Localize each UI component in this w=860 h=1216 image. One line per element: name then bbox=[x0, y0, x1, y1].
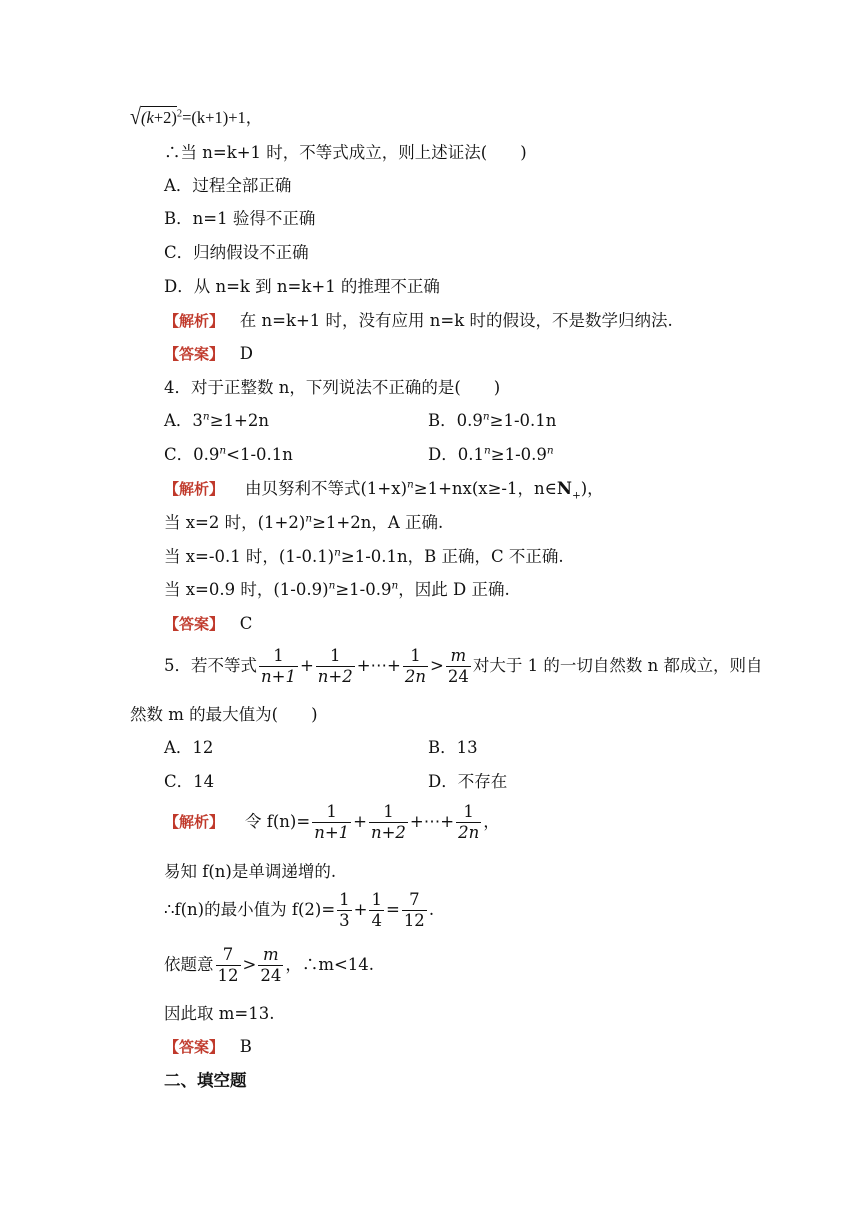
an2a: 当 x=2 时，(1+2) bbox=[164, 513, 306, 532]
a4: 依题意 bbox=[164, 955, 214, 974]
denominator: 12 bbox=[403, 911, 425, 930]
q5-answer bbox=[164, 1036, 252, 1058]
op: + bbox=[353, 900, 368, 919]
op: +⋯+ bbox=[409, 812, 455, 831]
analysis-tag: 【解析】 bbox=[164, 312, 225, 330]
q4-option-d bbox=[428, 444, 554, 466]
q4-option-c bbox=[164, 444, 293, 466]
an4b: n bbox=[328, 579, 336, 592]
numerator: 1 bbox=[371, 890, 382, 909]
answer-tag: 【答案】 bbox=[164, 615, 225, 633]
opt-d-1: D．0.1 bbox=[428, 445, 484, 464]
an4e: ，因此 D 正确. bbox=[398, 580, 510, 599]
q5-analysis bbox=[164, 802, 500, 843]
q3-analysis bbox=[164, 310, 673, 332]
q3-stem: ∴当 n=k+1 时，不等式成立，则上述证法( ) bbox=[164, 143, 527, 162]
a1e: ， bbox=[483, 812, 500, 831]
opt-a-1: A．3 bbox=[164, 411, 203, 430]
q5-analysis-line4 bbox=[164, 945, 374, 986]
q4-analysis-line2 bbox=[164, 512, 443, 534]
fraction bbox=[446, 646, 471, 687]
fraction bbox=[258, 945, 283, 986]
opt-c-exp: n bbox=[219, 444, 227, 457]
fraction bbox=[456, 802, 481, 843]
op: + bbox=[299, 656, 314, 675]
fraction bbox=[216, 945, 241, 986]
numerator: 1 bbox=[369, 802, 408, 823]
denominator: n+2 bbox=[370, 823, 406, 842]
opt-b-3: ≥1-0.1n bbox=[489, 411, 557, 430]
q5-option-c: C．14 bbox=[164, 772, 215, 791]
denominator: n+1 bbox=[261, 667, 296, 686]
sqrt-rhs: =(k+1)+1， bbox=[182, 108, 263, 127]
fraction bbox=[312, 802, 351, 843]
q4-answer bbox=[164, 613, 252, 635]
answer-value: B bbox=[239, 1037, 252, 1056]
sqrt-content-a: (k bbox=[140, 108, 154, 127]
numerator: 1 bbox=[259, 646, 298, 667]
opt-d-exp: n bbox=[483, 444, 491, 457]
q5-stem bbox=[164, 646, 762, 687]
an1e: + bbox=[571, 489, 581, 502]
q4-analysis-line3 bbox=[164, 546, 564, 568]
q4-stem: 4．对于正整数 n，下列说法不正确的是( ) bbox=[164, 378, 501, 397]
numerator: 1 bbox=[316, 646, 355, 667]
q3-option-b: B．n=1 验得不正确 bbox=[164, 209, 316, 228]
numerator: 1 bbox=[312, 802, 351, 823]
numerator: m bbox=[258, 945, 283, 966]
an2b: n bbox=[305, 512, 313, 525]
an1c: ≥1+nx(x≥-1，n∈ bbox=[413, 479, 557, 498]
an1f: )， bbox=[580, 479, 604, 498]
numerator: 7 bbox=[216, 945, 241, 966]
op: = bbox=[385, 900, 400, 919]
numerator: 1 bbox=[339, 890, 350, 909]
answer-tag: 【答案】 bbox=[164, 345, 225, 363]
numerator: 7 bbox=[402, 890, 427, 911]
opt-c-1: C．0.9 bbox=[164, 445, 220, 464]
exponent: 2 bbox=[176, 108, 183, 120]
denominator: n+1 bbox=[314, 823, 350, 842]
denominator: 3 bbox=[339, 911, 350, 930]
fraction bbox=[316, 646, 355, 687]
an4a: 当 x=0.9 时，(1-0.9) bbox=[164, 580, 329, 599]
analysis-text: 在 n=k+1 时，没有应用 n=k 时的假设，不是数学归纳法. bbox=[239, 311, 673, 330]
analysis-tag: 【解析】 bbox=[164, 813, 225, 831]
fraction bbox=[402, 890, 427, 931]
op: > bbox=[242, 955, 257, 974]
q5-option-b: B．13 bbox=[428, 738, 478, 757]
sqrt-content-b: +2) bbox=[153, 108, 177, 127]
opt-d-exp2: n bbox=[546, 444, 554, 457]
fraction bbox=[403, 646, 428, 687]
an1b: n bbox=[407, 478, 414, 491]
sqrt-icon: √ bbox=[130, 104, 141, 130]
answer-value: D bbox=[239, 344, 253, 363]
an3b: n bbox=[334, 546, 341, 559]
q5-analysis-line2: 易知 f(n)是单调递增的. bbox=[164, 862, 337, 881]
opt-a-exp: n bbox=[202, 410, 210, 423]
op: > bbox=[430, 656, 444, 675]
denominator: 2n bbox=[458, 823, 480, 842]
q4-option-a bbox=[164, 410, 269, 432]
answer-tag: 【答案】 bbox=[164, 1038, 225, 1056]
a3: ∴f(n)的最小值为 f(2)= bbox=[164, 900, 336, 919]
denominator: 24 bbox=[447, 667, 469, 686]
q4-analysis-line4 bbox=[164, 579, 510, 601]
an3c: ≥1-0.1n，B 正确，C 不正确. bbox=[340, 547, 564, 566]
opt-a-3: ≥1+2n bbox=[209, 411, 269, 430]
numerator: 1 bbox=[456, 802, 481, 823]
fraction bbox=[259, 646, 298, 687]
section-heading: 二、填空题 bbox=[164, 1071, 247, 1090]
op: + bbox=[353, 812, 367, 831]
op: +⋯+ bbox=[356, 656, 401, 675]
opt-d-3: ≥1-0.9 bbox=[490, 445, 547, 464]
fraction bbox=[337, 890, 352, 931]
a4e: ，∴m<14. bbox=[285, 955, 375, 974]
an1d: N bbox=[556, 479, 572, 498]
fraction bbox=[369, 890, 384, 931]
opt-b-exp: n bbox=[482, 410, 490, 423]
answer-value: C bbox=[239, 614, 253, 633]
opt-c-3: <1-0.1n bbox=[226, 445, 293, 464]
numerator: 1 bbox=[403, 646, 428, 667]
an4d: n bbox=[391, 579, 399, 592]
q5-analysis-line5: 因此取 m=13. bbox=[164, 1004, 275, 1023]
denominator: 4 bbox=[371, 911, 382, 930]
fraction bbox=[369, 802, 408, 843]
denominator: 24 bbox=[260, 966, 282, 985]
q5-s2: 对大于 1 的一切自然数 n 都成立，则自 bbox=[472, 656, 763, 675]
line-sqrt bbox=[130, 106, 262, 129]
an1a: 由贝努利不等式(1+x) bbox=[245, 479, 408, 498]
denominator: 2n bbox=[404, 667, 427, 686]
a1: 令 f(n)= bbox=[245, 812, 311, 831]
q3-option-c: C．归纳假设不正确 bbox=[164, 243, 309, 262]
q4-analysis bbox=[164, 478, 604, 500]
an2c: ≥1+2n，A 正确. bbox=[312, 513, 444, 532]
numerator: m bbox=[446, 646, 471, 667]
denominator: n+2 bbox=[317, 667, 353, 686]
an3a: 当 x=-0.1 时，(1-0.1) bbox=[164, 547, 335, 566]
q4-option-b bbox=[428, 410, 556, 432]
q3-option-d: D．从 n=k 到 n=k+1 的推理不正确 bbox=[164, 277, 440, 296]
q3-option-a: A．过程全部正确 bbox=[164, 176, 292, 195]
an4c: ≥1-0.9 bbox=[335, 580, 392, 599]
denominator: 12 bbox=[217, 966, 239, 985]
q5-s1: 5．若不等式 bbox=[164, 656, 257, 675]
analysis-tag: 【解析】 bbox=[164, 480, 225, 498]
opt-b-1: B．0.9 bbox=[428, 411, 483, 430]
q3-answer bbox=[164, 343, 253, 365]
q5-analysis-line3 bbox=[164, 890, 434, 931]
q5-option-d: D．不存在 bbox=[428, 772, 508, 791]
a3e: . bbox=[428, 900, 435, 919]
q5-stem-line2: 然数 m 的最大值为( ) bbox=[130, 705, 318, 724]
q5-option-a: A．12 bbox=[164, 738, 214, 757]
